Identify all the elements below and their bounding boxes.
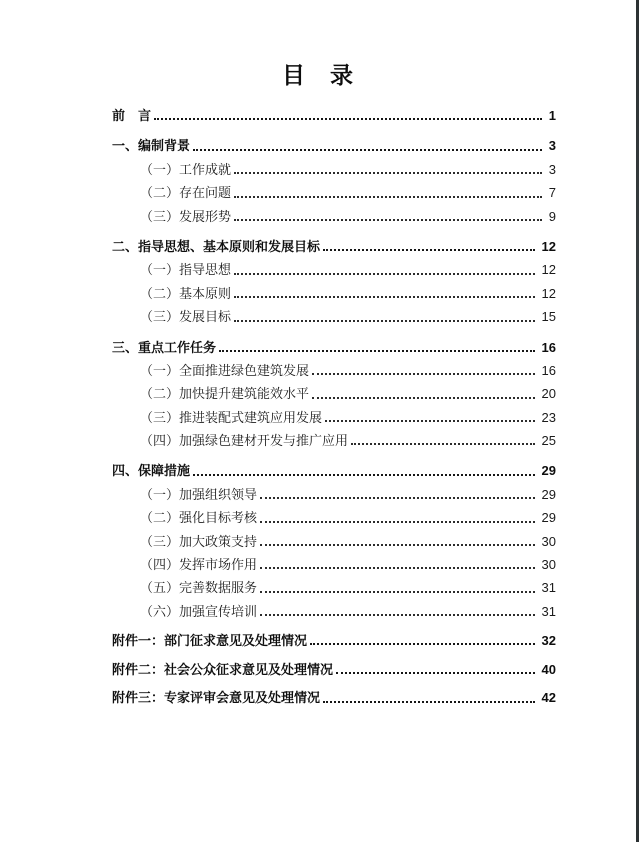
dot-leader bbox=[312, 397, 535, 399]
toc-page-number: 42 bbox=[541, 690, 556, 706]
dot-leader bbox=[193, 474, 535, 476]
toc-entry-label: （四）加强绿色建材开发与推广应用 bbox=[140, 433, 349, 449]
toc-entry-label: （四）发挥市场作用 bbox=[140, 557, 258, 573]
toc-entry-label: （三）加大政策支持 bbox=[140, 533, 258, 549]
dot-leader bbox=[234, 196, 542, 198]
toc-entry bbox=[112, 104, 556, 127]
toc-page-number: 3 bbox=[548, 161, 556, 177]
toc-entry-label: （二）强化目标考核 bbox=[140, 510, 258, 526]
dot-leader bbox=[154, 118, 542, 120]
toc-page-number: 20 bbox=[541, 386, 556, 402]
toc-entry bbox=[112, 305, 556, 328]
dot-leader bbox=[323, 249, 535, 251]
toc-entry bbox=[112, 506, 556, 529]
toc-page-number: 16 bbox=[541, 362, 556, 378]
toc-entry-label: 附件二：社会公众征求意见及处理情况 bbox=[112, 661, 334, 677]
toc-page-number: 15 bbox=[541, 309, 556, 325]
toc-entry-label: 一、编制背景 bbox=[112, 138, 191, 154]
toc-page-number: 12 bbox=[541, 238, 556, 254]
scan-edge-line bbox=[636, 0, 639, 842]
toc-entry-label: （二）存在问题 bbox=[140, 185, 232, 201]
dot-leader bbox=[260, 521, 535, 523]
dot-leader bbox=[234, 172, 542, 174]
toc-entry bbox=[112, 134, 556, 157]
toc-entry bbox=[112, 429, 556, 452]
toc-page-number: 12 bbox=[541, 262, 556, 278]
dot-leader bbox=[234, 273, 535, 275]
toc-entry bbox=[112, 235, 556, 258]
dot-leader bbox=[260, 614, 535, 616]
toc-entry bbox=[112, 600, 556, 623]
dot-leader bbox=[234, 219, 542, 221]
page-title: 目 录 bbox=[282, 62, 354, 88]
toc-entry bbox=[112, 282, 556, 305]
toc-page-number: 25 bbox=[541, 433, 556, 449]
toc-page-number: 31 bbox=[541, 580, 556, 596]
toc-page-number: 30 bbox=[541, 557, 556, 573]
dot-leader bbox=[325, 420, 535, 422]
dot-leader bbox=[351, 443, 535, 445]
toc-page-number: 29 bbox=[541, 510, 556, 526]
toc-entry bbox=[112, 530, 556, 553]
dot-leader bbox=[260, 544, 535, 546]
toc-entry-label: （一）全面推进绿色建筑发展 bbox=[140, 362, 310, 378]
dot-leader bbox=[260, 567, 535, 569]
toc-entry bbox=[112, 158, 556, 181]
toc-entry-label: （二）基本原则 bbox=[140, 285, 232, 301]
toc-page-number: 1 bbox=[548, 108, 556, 123]
toc-entry bbox=[112, 258, 556, 281]
toc-entry-label: （三）发展形势 bbox=[140, 208, 232, 224]
toc-entry bbox=[112, 459, 556, 482]
dot-leader bbox=[234, 320, 535, 322]
toc-page-number: 40 bbox=[541, 661, 556, 677]
toc-entry-label: （二）加快提升建筑能效水平 bbox=[140, 386, 310, 402]
toc-entry-label: （一）工作成就 bbox=[140, 161, 232, 177]
toc-entry-label: （三）发展目标 bbox=[140, 309, 232, 325]
toc-entry-label: （五）完善数据服务 bbox=[140, 580, 258, 596]
dot-leader bbox=[312, 373, 535, 375]
toc-entry bbox=[112, 629, 556, 652]
toc-entry bbox=[112, 382, 556, 405]
dot-leader bbox=[336, 672, 535, 674]
toc-entry bbox=[112, 359, 556, 382]
toc-entry bbox=[112, 336, 556, 359]
toc-entry-label: （一）加强组织领导 bbox=[140, 486, 258, 502]
toc-page-number: 29 bbox=[541, 486, 556, 502]
toc-entry-label: （一）指导思想 bbox=[140, 262, 232, 278]
toc-entry-label: 四、保障措施 bbox=[112, 463, 191, 479]
dot-leader bbox=[193, 149, 542, 151]
toc-page-number: 3 bbox=[548, 138, 556, 154]
toc-entry bbox=[112, 406, 556, 429]
toc-entry bbox=[112, 181, 556, 204]
toc-entry-label: 三、重点工作任务 bbox=[112, 339, 217, 355]
dot-leader bbox=[260, 591, 535, 593]
toc-entry bbox=[112, 553, 556, 576]
toc-entry-label: 附件三：专家评审会意见及处理情况 bbox=[112, 690, 321, 706]
toc-page-number: 7 bbox=[548, 185, 556, 201]
toc-page-number: 23 bbox=[541, 409, 556, 425]
toc-entry bbox=[112, 205, 556, 228]
toc-entry-label: （三）推进装配式建筑应用发展 bbox=[140, 409, 323, 425]
toc-page-number: 31 bbox=[541, 603, 556, 619]
toc-entry-label: 前 言 bbox=[112, 108, 152, 123]
dot-leader bbox=[219, 350, 535, 352]
toc-entry bbox=[112, 658, 556, 681]
table-of-contents bbox=[112, 104, 556, 710]
toc-entry-label: 二、指导思想、基本原则和发展目标 bbox=[112, 238, 321, 254]
dot-leader bbox=[323, 701, 535, 703]
toc-entry-label: 附件一：部门征求意见及处理情况 bbox=[112, 632, 308, 648]
toc-page-number: 30 bbox=[541, 533, 556, 549]
dot-leader bbox=[260, 497, 535, 499]
toc-entry-label: （六）加强宣传培训 bbox=[140, 603, 258, 619]
toc-page-number: 29 bbox=[541, 463, 556, 479]
dot-leader bbox=[310, 643, 535, 645]
dot-leader bbox=[234, 296, 535, 298]
toc-entry bbox=[112, 576, 556, 599]
toc-page-number: 32 bbox=[541, 632, 556, 648]
toc-page-number: 9 bbox=[548, 208, 556, 224]
toc-entry bbox=[112, 686, 556, 709]
toc-page-number: 16 bbox=[541, 339, 556, 355]
toc-entry bbox=[112, 483, 556, 506]
toc-page-number: 12 bbox=[541, 285, 556, 301]
